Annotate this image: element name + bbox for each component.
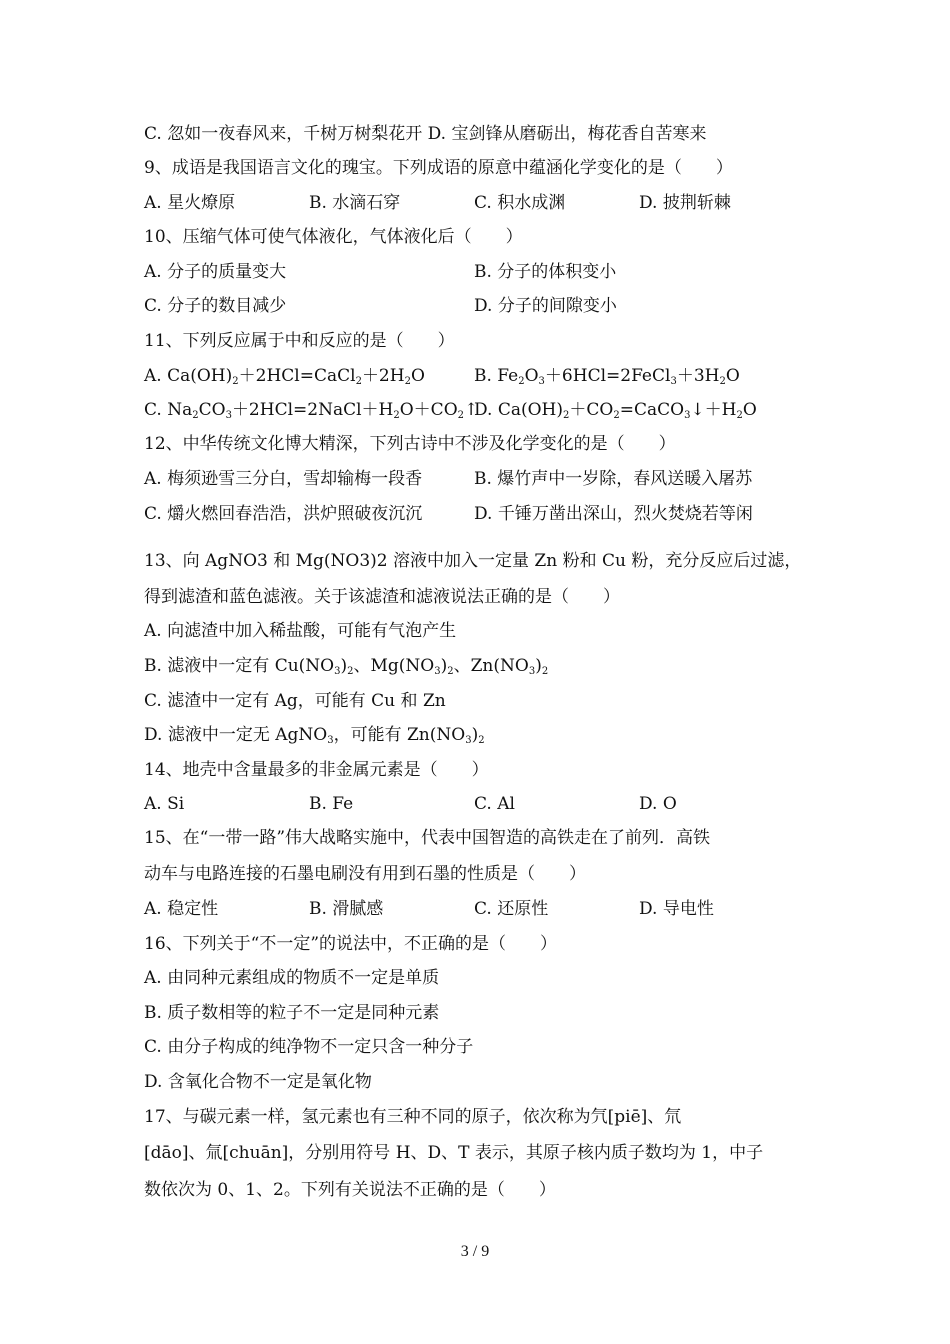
q11-option-c [144,399,478,421]
formula-text: ＋6HCl=2FeCl [544,366,671,386]
q16-option-d: D. 含氧化合物不一定是氧化物 [144,1072,372,1092]
formula-subscript: 3 [538,376,545,387]
formula-text: C. Na [144,400,193,420]
question-17-line-1: 17、与碳元素一样，氢元素也有三种不同的原子，依次称为氕[piē]、氘 [144,1107,682,1127]
formula-text: O [742,400,757,420]
q12-option-c: C. 爝火燃回春浩浩，洪炉照破夜沉沉 [144,504,423,524]
formula-subscript: 3 [684,410,691,421]
q15-option-d: D. 导电性 [639,899,714,919]
q14-option-d: D. O [639,794,677,814]
q15-option-c: C. 还原性 [474,899,549,919]
formula-subscript: 3 [225,410,232,421]
q14-option-a: A. Si [144,794,185,814]
formula-subscript: 3 [465,735,472,746]
formula-subscript: 3 [334,666,341,677]
formula-subscript: 2 [457,410,465,421]
q9-option-d: D. 披荆斩棘 [639,193,731,213]
q11-option-d [474,399,757,421]
q10-option-b: B. 分子的体积变小 [474,262,617,282]
page-number: 3 / 9 [460,1243,490,1260]
question-10: 10、压缩气体可使气体液化，气体液化后（ ） [144,227,523,247]
formula-text: ＋2H [361,366,405,386]
formula-text: A. Ca(OH) [144,366,233,386]
formula-subscript: 3 [327,735,334,746]
q15-option-a: A. 稳定性 [144,899,219,919]
question-13-line-2: 得到滤渣和蓝色滤液。关于该滤渣和滤液说法正确的是（ ） [144,587,620,607]
formula-text: B. 滤液中一定有 Cu(NO [144,656,335,676]
formula-text: ) [535,656,542,676]
formula-text: CO [198,400,226,420]
q9-option-b: B. 水滴石穿 [309,193,401,213]
question-11: 11、下列反应属于中和反应的是（ ） [144,331,455,351]
q12-option-a: A. 梅须逊雪三分白，雪却输梅一段香 [144,469,423,489]
formula-subscript: 2 [404,376,411,387]
question-16: 16、下列关于“不一定”的说法中，不正确的是（ ） [144,934,558,954]
q11-option-a [144,365,425,387]
formula-text: ↓＋H [690,400,737,420]
q12-option-b: B. 爆竹声中一岁除，春风送暖入屠苏 [474,469,753,489]
formula-text: ＋2HCl=CaCl [238,366,356,386]
formula-subscript: 2 [518,376,525,387]
q13-option-a: A. 向滤渣中加入稀盐酸，可能有气泡产生 [144,621,457,641]
formula-text: O [725,366,740,386]
q13-option-b [144,655,548,677]
q9-option-c: C. 积水成渊 [474,193,566,213]
formula-subscript: 3 [528,666,536,677]
formula-text: D. Ca(OH) [474,400,564,420]
formula-text: ＋CO [569,400,614,420]
formula-subscript: 2 [736,410,743,421]
question-17-line-3: 数依次为 0、1、2。下列有关说法不正确的是（ ） [144,1180,556,1200]
formula-subscript: 2 [613,410,620,421]
formula-subscript: 2 [192,410,199,421]
formula-text: ) [471,725,479,745]
formula-subscript: 2 [232,376,239,387]
q16-option-c: C. 由分子构成的纯净物不一定只含一种分子 [144,1037,474,1057]
question-14: 14、地壳中含量最多的非金属元素是（ ） [144,760,489,780]
formula-text: 、Zn(NO [453,656,529,676]
formula-text: O [410,366,425,386]
question-15-line-2: 动车与电路连接的石墨电刷没有用到石墨的性质是（ ） [144,864,586,884]
formula-text: D. 滤液中一定无 AgNO [144,725,328,745]
question-12: 12、中华传统文化博大精深，下列古诗中不涉及化学变化的是（ ） [144,434,676,454]
question-15-line-1: 15、在“一带一路”伟大战略实施中，代表中国智造的高铁走在了前列．高铁 [144,828,711,848]
formula-subscript: 2 [393,410,400,421]
q13-option-c: C. 滤渣中一定有 Ag，可能有 Cu 和 Zn [144,691,446,711]
formula-text: B. Fe [474,366,519,386]
formula-subscript: 2 [447,666,454,677]
q10-option-a: A. 分子的质量变大 [144,262,287,282]
formula-text: ) [440,656,448,676]
option-line-c-d-poem: C. 忽如一夜春风来，千树万树梨花开 D. 宝剑锋从磨砺出，梅花香自苦寒来 [144,124,707,144]
q15-option-b: B. 滑腻感 [309,899,384,919]
q14-option-c: C. Al [474,794,515,814]
formula-subscript: 2 [719,376,726,387]
q10-option-c: C. 分子的数目减少 [144,296,287,316]
q11-option-b [474,365,740,387]
q12-option-d: D. 千锤万凿出深山，烈火焚烧若等闲 [474,504,753,524]
q16-option-b: B. 质子数相等的粒子不一定是同种元素 [144,1003,440,1023]
formula-subscript: 2 [563,410,570,421]
formula-text: O＋CO [399,400,458,420]
formula-text: =CaCO [619,400,685,420]
formula-subscript: 2 [478,735,485,746]
formula-subscript: 2 [355,376,362,387]
formula-subscript: 2 [541,666,549,677]
formula-text: 、Mg(NO [353,656,435,676]
q10-option-d: D. 分子的间隙变小 [474,296,617,316]
question-13-line-1: 13、向 AgNO3 和 Mg(NO3)2 溶液中加入一定量 Zn 粉和 Cu 粉，充分反应后过滤， [144,551,802,571]
formula-text: ＋3H [676,366,720,386]
question-17-line-2: [dāo]、氚[chuān]，分别用符号 H、D、T 表示，其原子核内质子数均为 1，中子 [144,1143,764,1163]
formula-text: ，可能有 Zn(NO [333,725,466,745]
formula-text: ↑ [464,400,479,420]
formula-subscript: 2 [347,666,354,677]
q16-option-a: A. 由同种元素组成的物质不一定是单质 [144,968,440,988]
formula-text: O [524,366,539,386]
formula-subscript: 3 [434,666,441,677]
q9-option-a: A. 星火燎原 [144,193,236,213]
q13-option-d [144,724,485,746]
question-9: 9、成语是我国语言文化的瑰宝。下列成语的原意中蕴涵化学变化的是（ ） [144,158,733,178]
formula-text: ＋2HCl=2NaCl＋H [231,400,394,420]
q14-option-b: B. Fe [309,794,354,814]
formula-text: ) [340,656,348,676]
formula-subscript: 3 [670,376,677,387]
